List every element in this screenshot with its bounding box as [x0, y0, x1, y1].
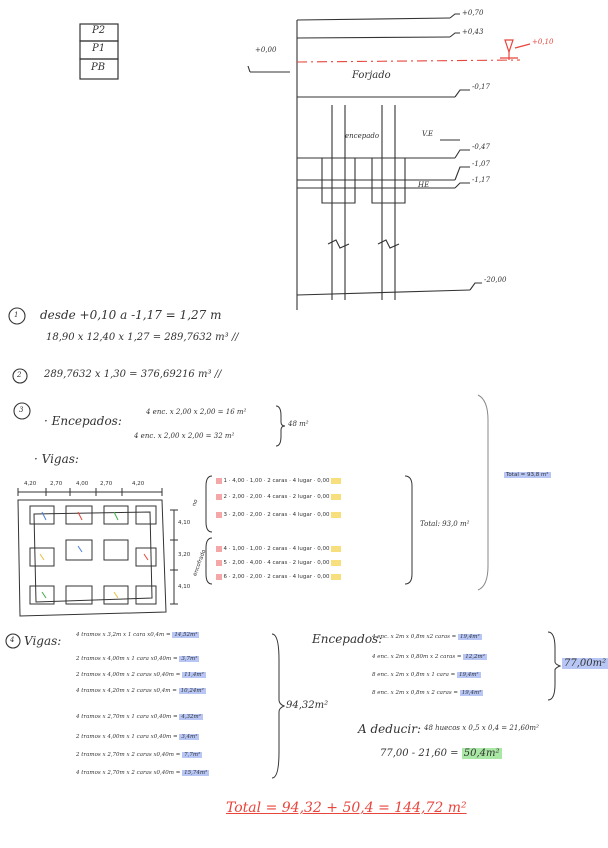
dim-side-2: 3,20: [178, 552, 191, 558]
vigas-line-6: 2 tramos x 4,00m x 1 cara x0,40m = 3,4m²: [76, 734, 198, 740]
level-107: -1,07: [472, 160, 490, 168]
lists-right-bracket: [405, 476, 412, 584]
dim-top-3: 4,00: [76, 481, 89, 487]
encepado-label: encepado: [345, 132, 380, 140]
grand-total: Total = 94,32 + 50,4 = 144,72 m²: [226, 800, 467, 816]
dim-side-3: 4,10: [178, 584, 191, 590]
vigas-line-1: 4 tramos x 3,2m x 1 cara x0,4m = 14,52m²: [76, 632, 198, 638]
enc-line-1: 4 enc. x 2m x 0,8m x2 caras = 19,4m²: [372, 634, 480, 640]
step3-big-bracket: [478, 395, 488, 590]
vigas-title: · Vigas:: [34, 452, 79, 466]
list-b-item-3: 6 · 2,00 · 2,00 · 2 caras · 4 lugar · 0,00: [216, 574, 341, 580]
floor-label-p1: P1: [92, 43, 106, 54]
step1-number: 1: [14, 311, 19, 319]
deducir-text: 48 huecos x 0,5 x 0,4 = 21,60m²: [424, 724, 539, 732]
encepados-title: · Encepados:: [44, 414, 122, 428]
step3-bracket-note: Total = 93,8 m²: [506, 472, 549, 478]
dim-side-1: 4,10: [178, 520, 191, 526]
list-b-item-2: 5 · 2,00 · 4,00 · 4 caras · 2 lugar · 0,00: [216, 560, 341, 566]
vigas-line-4: 4 tramos x 4,20m x 2 caras x0,4m = 10,24m²: [76, 688, 204, 694]
enc-line-3: 8 enc. x 2m x 0,8m x 1 cara = 19,4m²: [372, 672, 479, 678]
list-a-item-3: 3 · 2,00 · 2,00 · 2 caras · 4 lugar · 0,00: [216, 512, 341, 518]
list-a-side-label: no: [191, 498, 200, 508]
vigas-list-total: Total: 93,0 m²: [420, 520, 470, 528]
step1-line2: 18,90 x 12,40 x 1,27 = 289,7632 m³ //: [46, 332, 239, 343]
vigas-line-8: 4 tramos x 2,70m x 2 caras x0,40m = 15,74m²: [76, 770, 208, 776]
step2-number: 2: [17, 371, 22, 379]
encepados-total-4: 77,00m²: [564, 658, 607, 669]
encepados-line2: 4 enc. x 2,00 x 2,00 = 32 m²: [134, 432, 235, 440]
deducir-line2: 77,00 - 21,60 = 50,4m²: [380, 748, 500, 759]
dim-top-4: 2,70: [100, 481, 113, 487]
forjado-label: Forjado: [352, 70, 391, 81]
dim-top-2: 2,70: [50, 481, 63, 487]
list-a-item-2: 2 · 2,00 · 2,00 · 4 caras · 2 lugar · 0,00: [216, 494, 341, 500]
list-b-bracket: [206, 538, 212, 584]
enc-line-4: 8 enc. x 2m x 0,8m x 2 caras = 19,4m²: [372, 690, 482, 696]
list-a-bracket: [206, 476, 212, 532]
level-2000: -20,00: [484, 276, 507, 284]
step4-encepados-label: Encepados:: [312, 632, 383, 646]
vigas-plan: [18, 488, 178, 616]
list-a-item-1: 1 · 4,00 · 1,00 · 2 caras · 4 lugar · 0,00: [216, 478, 341, 484]
viga-v-label: V.E: [422, 130, 434, 138]
level-000: +0,00: [255, 46, 277, 54]
floor-label-p2: P2: [92, 25, 106, 36]
vigas-total-4: 94,32m²: [286, 700, 329, 711]
encepados-line1: 4 enc. x 2,00 x 2,00 = 16 m²: [146, 408, 247, 416]
water-level-label: +0,10: [532, 38, 554, 46]
floor-label-pb: PB: [91, 62, 106, 73]
water-level-marker: [500, 40, 530, 60]
step3-number: 3: [19, 406, 24, 414]
level-043: +0,43: [462, 28, 484, 36]
encepados-brace: [276, 406, 285, 446]
list-b-item-1: 4 · 1,00 · 1,00 · 2 caras · 4 lugar · 0,00: [216, 546, 341, 552]
step2-line1: 289,7632 x 1,30 = 376,69216 m³ //: [44, 369, 222, 380]
enc-line-2: 4 enc. x 2m x 0,80m x 2 caras = 12,2m²: [372, 654, 485, 660]
step-circles: [6, 308, 30, 648]
viga-h-label: HE: [418, 181, 430, 189]
deducir-label: A deducir:: [358, 722, 422, 736]
encepados-total: 48 m²: [288, 420, 309, 428]
level-017: -0,17: [472, 83, 490, 91]
dim-top-1: 4,20: [24, 481, 37, 487]
step4-number: 4: [10, 636, 15, 644]
step4-vigas-label: Vigas:: [24, 634, 62, 648]
list-b-side-label: encofrado: [192, 548, 208, 578]
dim-top-5: 4,20: [132, 481, 145, 487]
vigas-brace: [272, 634, 284, 778]
plan-accents: [40, 512, 148, 598]
level-070: +0,70: [462, 9, 484, 17]
level-117: -1,17: [472, 176, 490, 184]
step1-line1: desde +0,10 a -1,17 = 1,27 m: [40, 308, 222, 322]
vigas-line-7: 2 tramos x 2,70m x 2 caras x0,40m = 7,7m²: [76, 752, 201, 758]
encepados-brace-4: [548, 632, 560, 700]
vigas-line-2: 2 tramos x 4,00m x 1 cara x0,40m = 3,7m²: [76, 656, 198, 662]
vigas-line-3: 2 tramos x 4,00m x 2 caras x0,40m = 11,4m²: [76, 672, 204, 678]
level-047: -0,47: [472, 143, 490, 151]
vigas-line-5: 4 tramos x 2,70m x 1 cara x0,40m = 4,32m²: [76, 714, 201, 720]
